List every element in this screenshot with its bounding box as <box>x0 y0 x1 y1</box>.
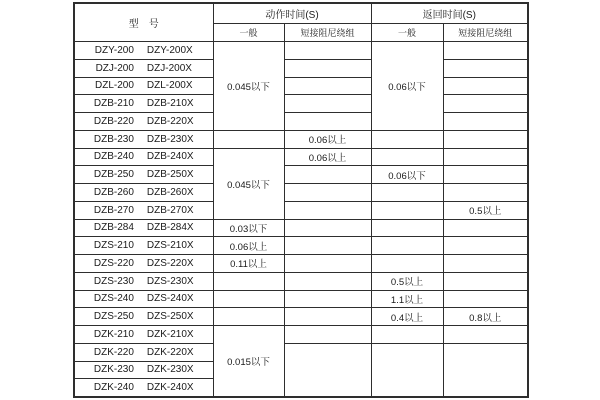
table-row <box>74 130 528 148</box>
table-row <box>74 343 528 361</box>
return-damping-cell <box>443 59 528 77</box>
model-name: DZB-230 <box>93 133 134 145</box>
spec-table-container <box>73 2 529 398</box>
action-damping-cell <box>284 272 371 290</box>
model-name: DZJ-200 <box>95 62 134 74</box>
model-name: DZB-270 <box>93 204 134 216</box>
action-damping-cell <box>284 42 371 60</box>
action-damping-cell <box>284 201 371 219</box>
return-damping-cell <box>443 95 528 113</box>
return-damping-cell <box>443 290 528 308</box>
return-general-cell: 0.06以下 <box>371 42 443 131</box>
model-name: DZK-220 <box>93 346 134 358</box>
action-general-cell: 0.045以下 <box>213 42 284 131</box>
return-damping-cell <box>443 272 528 290</box>
return-damping-cell <box>443 113 528 131</box>
model-cell <box>74 201 213 219</box>
return-damping-cell: 0.5以上 <box>443 201 528 219</box>
model-name-x-variant: DZB-240X <box>146 151 194 163</box>
return-general-cell <box>371 148 443 166</box>
spec-table-body <box>74 42 528 397</box>
return-general-header: 一般 <box>371 24 443 42</box>
return-damping-winding-header: 短接阻尼绕组 <box>443 24 528 42</box>
action-damping-cell <box>284 95 371 113</box>
model-cell <box>74 166 213 184</box>
return-general-cell <box>371 343 443 396</box>
action-damping-cell <box>284 184 371 202</box>
model-name-x-variant: DZB-270X <box>146 204 194 216</box>
action-damping-cell: 0.06以上 <box>284 148 371 166</box>
model-cell <box>74 255 213 273</box>
action-damping-cell <box>284 77 371 95</box>
model-name-x-variant: DZY-200X <box>146 44 193 56</box>
model-name-x-variant: DZS-230X <box>146 275 194 287</box>
model-cell <box>74 42 213 60</box>
return-general-cell <box>371 255 443 273</box>
model-cell <box>74 148 213 166</box>
action-damping-cell <box>284 343 371 396</box>
table-row <box>74 148 528 166</box>
return-general-cell <box>371 130 443 148</box>
action-damping-cell <box>284 290 371 308</box>
return-general-cell: 0.4以上 <box>371 308 443 326</box>
model-name: DZS-240 <box>93 293 134 305</box>
action-damping-cell <box>284 326 371 344</box>
model-cell <box>74 343 213 361</box>
action-damping-cell: 0.06以上 <box>284 130 371 148</box>
model-name: DZB-240 <box>93 151 134 163</box>
model-cell <box>74 326 213 344</box>
action-damping-cell <box>284 308 371 326</box>
action-damping-cell <box>284 219 371 237</box>
model-name: DZK-210 <box>93 328 134 340</box>
table-header <box>74 3 528 42</box>
table-row <box>74 166 528 184</box>
return-general-cell: 0.5以上 <box>371 272 443 290</box>
action-general-cell: 0.045以下 <box>213 148 284 219</box>
return-general-cell <box>371 326 443 344</box>
model-name: DZS-230 <box>93 275 134 287</box>
return-damping-cell <box>443 42 528 60</box>
return-damping-cell <box>443 343 528 396</box>
model-column-header: 型 号 <box>74 3 213 42</box>
return-damping-cell <box>443 326 528 344</box>
table-row <box>74 255 528 273</box>
model-cell <box>74 361 213 379</box>
action-general-cell <box>213 308 284 326</box>
model-name: DZS-210 <box>93 240 134 252</box>
model-name-x-variant: DZB-210X <box>146 98 194 110</box>
model-name: DZB-284 <box>93 222 134 234</box>
action-damping-cell <box>284 166 371 184</box>
return-damping-cell: 0.8以上 <box>443 308 528 326</box>
action-damping-cell <box>284 255 371 273</box>
model-name: DZK-230 <box>93 364 134 376</box>
model-name-x-variant: DZS-240X <box>146 293 194 305</box>
return-damping-cell <box>443 166 528 184</box>
return-general-cell <box>371 201 443 219</box>
model-name-x-variant: DZK-230X <box>146 364 194 376</box>
relay-timing-spec-table <box>73 2 529 398</box>
action-general-cell: 0.03以下 <box>213 219 284 237</box>
model-name-x-variant: DZB-250X <box>146 169 194 181</box>
model-name: DZB-250 <box>93 169 134 181</box>
table-row <box>74 42 528 60</box>
action-general-header: 一般 <box>213 24 284 42</box>
model-cell <box>74 95 213 113</box>
model-cell <box>74 272 213 290</box>
header-group-row <box>74 3 528 24</box>
model-name-x-variant: DZB-230X <box>146 133 194 145</box>
action-general-cell <box>213 272 284 290</box>
model-cell <box>74 130 213 148</box>
action-time-group-header: 动作时间(S) <box>213 3 371 24</box>
model-name-x-variant: DZB-260X <box>146 186 194 198</box>
table-row <box>74 201 528 219</box>
model-name: DZK-240 <box>93 381 134 393</box>
table-row <box>74 95 528 113</box>
model-cell <box>74 379 213 397</box>
table-row <box>74 272 528 290</box>
model-name-x-variant: DZB-284X <box>146 222 194 234</box>
table-row <box>74 237 528 255</box>
model-name: DZB-220 <box>93 115 134 127</box>
return-damping-cell <box>443 219 528 237</box>
model-name: DZL-200 <box>95 80 134 92</box>
model-name-x-variant: DZL-200X <box>146 80 193 92</box>
return-time-group-header: 返回时间(S) <box>371 3 528 24</box>
model-name-x-variant: DZK-210X <box>146 328 194 340</box>
model-cell <box>74 77 213 95</box>
return-damping-cell <box>443 130 528 148</box>
action-general-cell: 0.11以上 <box>213 255 284 273</box>
return-general-cell <box>371 237 443 255</box>
model-name: DZB-260 <box>93 186 134 198</box>
model-name-x-variant: DZK-240X <box>146 381 194 393</box>
model-name-x-variant: DZS-220X <box>146 257 194 269</box>
action-general-cell <box>213 290 284 308</box>
action-damping-cell <box>284 237 371 255</box>
table-row <box>74 219 528 237</box>
model-name: DZY-200 <box>94 44 134 56</box>
table-row <box>74 184 528 202</box>
action-general-cell: 0.015以下 <box>213 326 284 397</box>
table-row <box>74 59 528 77</box>
model-name-x-variant: DZJ-200X <box>146 62 192 74</box>
return-general-cell: 0.06以下 <box>371 166 443 184</box>
return-damping-cell <box>443 255 528 273</box>
model-cell <box>74 59 213 77</box>
return-damping-cell <box>443 184 528 202</box>
model-cell <box>74 219 213 237</box>
table-row <box>74 326 528 344</box>
return-damping-cell <box>443 77 528 95</box>
model-name: DZB-210 <box>93 98 134 110</box>
model-name-x-variant: DZB-220X <box>146 115 194 127</box>
action-general-cell <box>213 130 284 148</box>
return-general-cell: 1.1以上 <box>371 290 443 308</box>
model-name: DZS-250 <box>93 311 134 323</box>
return-general-cell <box>371 184 443 202</box>
action-damping-winding-header: 短接阻尼绕组 <box>284 24 371 42</box>
model-name-x-variant: DZS-250X <box>146 311 194 323</box>
model-cell <box>74 184 213 202</box>
model-name-x-variant: DZS-210X <box>146 240 194 252</box>
table-row <box>74 113 528 131</box>
model-name: DZS-220 <box>93 257 134 269</box>
table-row <box>74 77 528 95</box>
model-cell <box>74 290 213 308</box>
return-damping-cell <box>443 148 528 166</box>
action-damping-cell <box>284 59 371 77</box>
action-general-cell: 0.06以上 <box>213 237 284 255</box>
return-damping-cell <box>443 237 528 255</box>
table-row <box>74 308 528 326</box>
model-name-x-variant: DZK-220X <box>146 346 194 358</box>
table-row <box>74 290 528 308</box>
model-cell <box>74 113 213 131</box>
action-damping-cell <box>284 113 371 131</box>
model-cell <box>74 237 213 255</box>
model-cell <box>74 308 213 326</box>
return-general-cell <box>371 219 443 237</box>
